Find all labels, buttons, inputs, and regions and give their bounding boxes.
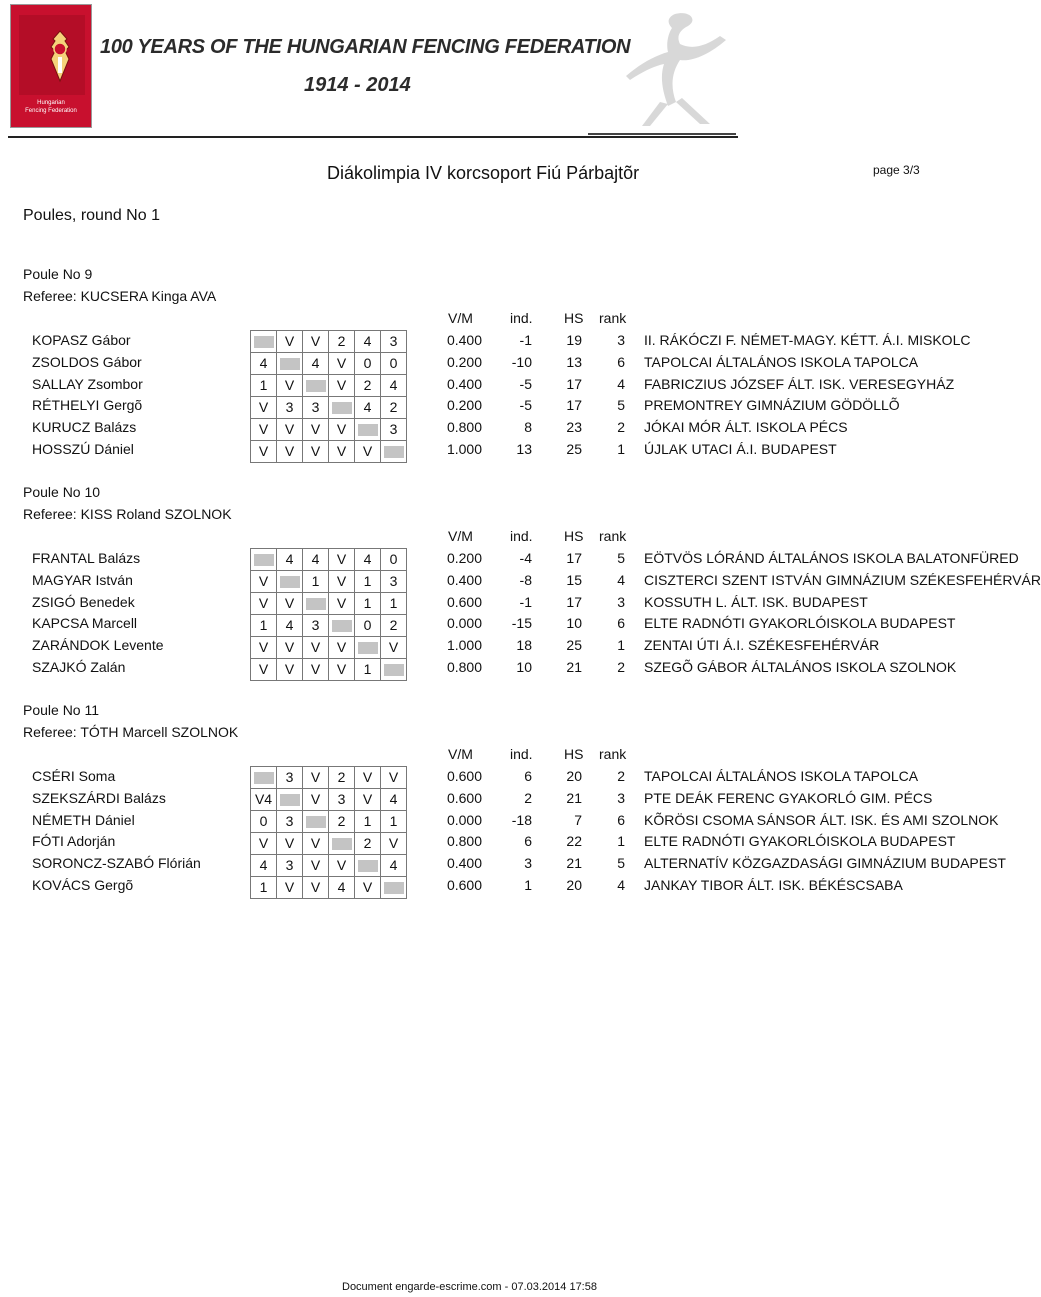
bout-row (251, 877, 407, 899)
bout-score-cell: V (355, 441, 381, 463)
bout-score-cell: V (303, 789, 329, 811)
fencer-name: SZEKSZÁRDI Balázs (32, 789, 166, 806)
fencer-hs: 10 (566, 615, 582, 632)
bout-score-cell: 2 (381, 615, 407, 637)
bout-row (251, 789, 407, 811)
fencer-ind: -5 (519, 375, 532, 392)
bout-row (251, 441, 407, 463)
fencer-name: CSÉRI Soma (32, 768, 116, 784)
fencer-ind: -18 (511, 811, 532, 828)
poule-label: Poule No 10 (23, 484, 101, 500)
fencer-ind: 6 (524, 833, 532, 850)
fencer-vm: 0.800 (446, 659, 482, 675)
column-header-hs: HS (564, 310, 584, 326)
poule-label: Poule No 9 (23, 266, 93, 282)
fencer-rank: 5 (617, 855, 625, 872)
bout-score-cell: 3 (329, 789, 355, 811)
self-bout-marker (332, 620, 352, 632)
bout-score-cell: 1 (303, 571, 329, 593)
fencer-name: KOPASZ Gábor (32, 332, 131, 348)
fencer-vm: 0.800 (446, 833, 482, 850)
bout-score-cell: V4 (251, 789, 277, 811)
bout-score-cell: V (277, 833, 303, 855)
fencer-rank: 3 (617, 593, 625, 610)
bout-score-cell: V (303, 659, 329, 681)
fencer-club: ELTE RADNÓTI GYAKORLÓISKOLA BUDAPEST (644, 833, 956, 850)
bout-score-cell: V (303, 767, 329, 789)
bout-score-cell: V (355, 877, 381, 899)
self-bout-cell (277, 571, 303, 593)
self-bout-marker (384, 446, 404, 458)
bout-score-cell: V (251, 637, 277, 659)
fencer-name: KOVÁCS Gergõ (32, 877, 134, 893)
bout-score-cell: 2 (381, 397, 407, 419)
fencer-ind: 18 (516, 637, 532, 654)
self-bout-cell (251, 767, 277, 789)
bout-score-cell: V (251, 833, 277, 855)
fencer-club: ÚJLAK UTACI Á.I. BUDAPEST (644, 441, 837, 457)
bout-row (251, 375, 407, 397)
self-bout-cell (381, 877, 407, 899)
bout-score-cell: 1 (355, 593, 381, 615)
fencer-ind: 13 (516, 441, 532, 457)
self-bout-cell (355, 855, 381, 877)
bout-score-cell: V (251, 659, 277, 681)
bout-score-cell: 2 (329, 811, 355, 833)
fencer-rank: 1 (617, 637, 625, 654)
bout-score-cell: V (329, 659, 355, 681)
fencer-ind: -1 (519, 332, 532, 348)
fencer-illustration-icon (580, 6, 740, 138)
footer-text: Document engarde-escrime.com - 07.03.2014 17:58 (342, 1281, 597, 1293)
bout-score-cell: 0 (355, 615, 381, 637)
crest-icon (39, 29, 81, 85)
self-bout-marker (332, 838, 352, 850)
fencer-rank: 4 (617, 375, 625, 392)
fencer-rank: 6 (617, 811, 625, 828)
column-header-hs: HS (564, 746, 584, 762)
bout-row (251, 353, 407, 375)
fencer-club: TAPOLCAI ÁLTALÁNOS ISKOLA TAPOLCA (644, 353, 919, 370)
bout-score-cell: 1 (251, 375, 277, 397)
bout-score-cell: 3 (381, 331, 407, 353)
fencer-vm: 0.600 (446, 768, 482, 784)
banner-title: 100 YEARS OF THE HUNGARIAN FENCING FEDERATION (100, 36, 631, 58)
fencer-ind: -1 (519, 593, 532, 610)
fencer-vm: 0.400 (446, 332, 482, 348)
self-bout-cell (381, 441, 407, 463)
bout-row (251, 615, 407, 637)
self-bout-marker (254, 772, 274, 784)
self-bout-marker (280, 576, 300, 588)
bout-score-cell: 4 (251, 353, 277, 375)
bout-score-cell: V (329, 375, 355, 397)
fencer-name: SALLAY Zsombor (32, 375, 143, 392)
self-bout-marker (306, 598, 326, 610)
bout-score-cell: V (381, 833, 407, 855)
bout-score-cell: 2 (355, 375, 381, 397)
fencer-name: KAPCSA Marcell (32, 615, 138, 632)
round-title: Poules, round No 1 (23, 207, 160, 224)
self-bout-cell (355, 637, 381, 659)
self-bout-cell (329, 397, 355, 419)
fencer-name: KURUCZ Balázs (32, 419, 137, 436)
fencer-name: RÉTHELYI Gergõ (32, 397, 143, 414)
fencer-rank: 1 (617, 833, 625, 850)
bout-row (251, 637, 407, 659)
bout-score-cell: 4 (355, 331, 381, 353)
bout-score-cell: V (329, 353, 355, 375)
self-bout-cell (277, 353, 303, 375)
bout-score-cell: 4 (251, 855, 277, 877)
bout-score-cell: 0 (381, 549, 407, 571)
fencer-rank: 6 (617, 615, 625, 632)
bout-score-cell: 4 (277, 615, 303, 637)
bout-score-cell: 4 (277, 549, 303, 571)
bout-score-cell: V (303, 855, 329, 877)
fencer-club: ELTE RADNÓTI GYAKORLÓISKOLA BUDAPEST (644, 615, 956, 632)
bout-score-cell: 1 (355, 571, 381, 593)
fencer-hs: 20 (566, 768, 582, 784)
bout-score-cell: V (303, 331, 329, 353)
bout-row (251, 767, 407, 789)
bout-score-cell: V (329, 571, 355, 593)
self-bout-cell (355, 419, 381, 441)
bout-row (251, 833, 407, 855)
fencer-vm: 1.000 (446, 637, 482, 654)
fencer-hs: 13 (566, 353, 582, 370)
bout-score-cell: 4 (381, 789, 407, 811)
bout-score-cell: 0 (355, 353, 381, 375)
bout-score-cell: 2 (355, 833, 381, 855)
bout-score-cell: V (251, 419, 277, 441)
fencer-club: KÕRÖSI CSOMA SÁNSOR ÁLT. ISK. ÉS AMI SZOLNOK (644, 811, 999, 828)
fencer-hs: 17 (566, 397, 582, 414)
bout-row (251, 549, 407, 571)
fencer-ind: 6 (524, 768, 532, 784)
fencer-rank: 2 (617, 419, 625, 436)
bout-score-cell: 3 (277, 767, 303, 789)
bout-score-cell: 3 (381, 571, 407, 593)
fencer-club: JANKAY TIBOR ÁLT. ISK. BÉKÉSCSABA (644, 877, 903, 893)
bout-score-cell: V (329, 855, 355, 877)
self-bout-marker (358, 424, 378, 436)
fencer-hs: 19 (566, 332, 582, 348)
fencer-ind: 2 (524, 789, 532, 806)
fencer-name: SORONCZ-SZABÓ Flórián (32, 855, 201, 872)
fencer-rank: 5 (617, 397, 625, 414)
fencer-hs: 15 (566, 571, 582, 588)
fencer-vm: 0.400 (446, 375, 482, 392)
column-header-vm: V/M (448, 746, 473, 762)
column-header-ind: ind. (510, 310, 533, 326)
fencer-vm: 0.000 (446, 615, 482, 632)
bout-score-cell: 1 (381, 811, 407, 833)
bout-score-cell: 0 (381, 353, 407, 375)
referee-label: Referee: KISS Roland SZOLNOK (23, 506, 232, 522)
bout-score-cell: V (277, 877, 303, 899)
bout-grid (250, 548, 407, 681)
fencer-ind: -10 (511, 353, 532, 370)
fencer-hs: 7 (574, 811, 582, 828)
fencer-club: ZENTAI ÚTI Á.I. SZÉKESFEHÉRVÁR (644, 637, 880, 654)
fencer-hs: 20 (566, 877, 582, 893)
fencer-vm: 0.200 (446, 397, 482, 414)
bout-score-cell: 0 (251, 811, 277, 833)
fencer-club: SZEGÕ GÁBOR ÁLTALÁNOS ISKOLA SZOLNOK (644, 659, 957, 675)
bout-row (251, 419, 407, 441)
bout-score-cell: 4 (355, 549, 381, 571)
bout-score-cell: 3 (381, 419, 407, 441)
bout-score-cell: 4 (381, 375, 407, 397)
bout-score-cell: 3 (303, 397, 329, 419)
fencer-name: FÓTI Adorján (32, 833, 116, 850)
fencer-vm: 0.200 (446, 353, 482, 370)
fencer-rank: 2 (617, 768, 625, 784)
bout-score-cell: 1 (381, 593, 407, 615)
bout-score-cell: V (277, 441, 303, 463)
fencer-club: EÖTVÖS LÓRÁND ÁLTALÁNOS ISKOLA BALATONFÜRED (644, 550, 1019, 566)
fencer-club: TAPOLCAI ÁLTALÁNOS ISKOLA TAPOLCA (644, 768, 919, 784)
bout-score-cell: 2 (329, 331, 355, 353)
bout-grid (250, 330, 407, 463)
fencer-ind: 8 (524, 419, 532, 436)
self-bout-marker (384, 664, 404, 676)
bout-score-cell: V (303, 441, 329, 463)
document-title: Diákolimpia IV korcsoport Fiú Párbajtõr (327, 163, 640, 183)
bout-score-cell: V (329, 441, 355, 463)
bout-score-cell: V (277, 419, 303, 441)
self-bout-marker (306, 816, 326, 828)
bout-score-cell: V (329, 419, 355, 441)
self-bout-marker (358, 860, 378, 872)
column-header-rank: rank (599, 528, 627, 544)
column-header-hs: HS (564, 528, 584, 544)
self-bout-cell (303, 375, 329, 397)
column-header-vm: V/M (448, 528, 473, 544)
fencer-rank: 4 (617, 571, 625, 588)
fencer-name: SZAJKÓ Zalán (32, 659, 126, 675)
fencer-vm: 0.200 (446, 550, 482, 566)
bout-score-cell: V (277, 593, 303, 615)
bout-score-cell: V (355, 789, 381, 811)
fencer-rank: 3 (617, 789, 625, 806)
bout-score-cell: 3 (277, 855, 303, 877)
bout-score-cell: V (381, 767, 407, 789)
bout-score-cell: V (251, 571, 277, 593)
fencer-rank: 4 (617, 877, 625, 893)
column-header-rank: rank (599, 746, 627, 762)
bout-score-cell: V (303, 877, 329, 899)
logo-text-line-2: Fencing Federation (25, 108, 77, 114)
bout-score-cell: 1 (355, 659, 381, 681)
fencer-vm: 0.600 (446, 877, 482, 893)
fencer-name: ZSOLDOS Gábor (32, 353, 142, 370)
column-header-rank: rank (599, 310, 627, 326)
fencer-rank: 6 (617, 353, 625, 370)
bout-score-cell: V (277, 331, 303, 353)
fencer-name: HOSSZÚ Dániel (32, 441, 134, 457)
self-bout-cell (251, 331, 277, 353)
self-bout-marker (254, 336, 274, 348)
federation-logo (10, 4, 92, 128)
bout-score-cell: V (303, 419, 329, 441)
fencer-club: CISZTERCI SZENT ISTVÁN GIMNÁZIUM SZÉKESFEHÉRVÁR (644, 571, 1041, 588)
fencer-vm: 0.400 (446, 855, 482, 872)
self-bout-cell (303, 593, 329, 615)
fencer-hs: 23 (566, 419, 582, 436)
fencer-club: II. RÁKÓCZI F. NÉMET-MAGY. KÉTT. Á.I. MISKOLC (644, 332, 971, 348)
bout-score-cell: V (329, 593, 355, 615)
fencer-name: MAGYAR István (32, 571, 133, 588)
bout-score-cell: 2 (329, 767, 355, 789)
fencer-ind: 3 (524, 855, 532, 872)
fencer-hs: 17 (566, 550, 582, 566)
self-bout-cell (251, 549, 277, 571)
bout-score-cell: 1 (251, 615, 277, 637)
referee-label: Referee: TÓTH Marcell SZOLNOK (23, 724, 239, 740)
self-bout-marker (254, 554, 274, 566)
column-header-vm: V/M (448, 310, 473, 326)
fencer-rank: 1 (617, 441, 625, 457)
fencer-name: ZSIGÓ Benedek (32, 593, 135, 610)
bout-grid (250, 766, 407, 899)
bout-score-cell: 1 (251, 877, 277, 899)
self-bout-marker (384, 882, 404, 894)
bout-score-cell: V (355, 767, 381, 789)
fencer-ind: -15 (511, 615, 532, 632)
self-bout-cell (381, 659, 407, 681)
self-bout-marker (280, 794, 300, 806)
fencer-hs: 25 (566, 441, 582, 457)
bout-score-cell: V (303, 833, 329, 855)
fencer-club: JÓKAI MÓR ÁLT. ISKOLA PÉCS (644, 419, 848, 436)
fencer-hs: 25 (566, 637, 582, 654)
bout-score-cell: 4 (303, 353, 329, 375)
fencer-rank: 5 (617, 550, 625, 566)
self-bout-marker (358, 642, 378, 654)
bout-score-cell: 3 (277, 811, 303, 833)
fencer-vm: 0.000 (446, 811, 482, 828)
fencer-ind: -4 (519, 550, 532, 566)
bout-row (251, 659, 407, 681)
banner-years: 1914 - 2014 (304, 74, 411, 96)
bout-score-cell: V (277, 659, 303, 681)
header-divider (8, 136, 738, 138)
self-bout-marker (306, 380, 326, 392)
fencer-club: ALTERNATÍV KÖZGAZDASÁGI GIMNÁZIUM BUDAPEST (644, 855, 1006, 872)
bout-score-cell: V (329, 549, 355, 571)
poule-label: Poule No 11 (23, 702, 100, 718)
fencer-vm: 0.400 (446, 571, 482, 588)
referee-label: Referee: KUCSERA Kinga AVA (23, 288, 217, 304)
bout-score-cell: V (277, 375, 303, 397)
page-number: page 3/3 (873, 163, 920, 177)
bout-score-cell: 4 (381, 855, 407, 877)
fencer-ind: -8 (519, 571, 532, 588)
bout-row (251, 593, 407, 615)
bout-score-cell: 4 (355, 397, 381, 419)
fencer-ind: 1 (524, 877, 532, 893)
bout-score-cell: 3 (277, 397, 303, 419)
bout-score-cell: 3 (303, 615, 329, 637)
bout-score-cell: V (251, 593, 277, 615)
self-bout-cell (329, 833, 355, 855)
fencer-name: NÉMETH Dániel (32, 811, 135, 828)
fencer-hs: 21 (566, 659, 582, 675)
fencer-name: FRANTAL Balázs (32, 550, 141, 566)
column-header-ind: ind. (510, 528, 533, 544)
bout-score-cell: 4 (303, 549, 329, 571)
fencer-rank: 3 (617, 332, 625, 348)
bout-row (251, 855, 407, 877)
logo-text-line-1: Hungarian (37, 100, 65, 106)
fencer-hs: 17 (566, 593, 582, 610)
bout-score-cell: V (303, 637, 329, 659)
self-bout-marker (280, 358, 300, 370)
bout-score-cell: V (277, 637, 303, 659)
fencer-hs: 17 (566, 375, 582, 392)
self-bout-cell (329, 615, 355, 637)
column-header-ind: ind. (510, 746, 533, 762)
self-bout-marker (332, 402, 352, 414)
bout-row (251, 811, 407, 833)
bout-score-cell: V (381, 637, 407, 659)
fencer-club: PTE DEÁK FERENC GYAKORLÓ GIM. PÉCS (644, 789, 933, 806)
fencer-hs: 22 (566, 833, 582, 850)
fencer-hs: 21 (566, 855, 582, 872)
fencer-vm: 0.600 (446, 593, 482, 610)
self-bout-cell (303, 811, 329, 833)
self-bout-cell (277, 789, 303, 811)
fencer-vm: 0.800 (446, 419, 482, 436)
fencer-ind: -5 (519, 397, 532, 414)
fencer-rank: 2 (617, 659, 625, 675)
fencer-club: PREMONTREY GIMNÁZIUM GÖDÖLLÕ (644, 397, 900, 414)
bout-score-cell: V (329, 637, 355, 659)
fencer-hs: 21 (566, 789, 582, 806)
bout-score-cell: 4 (329, 877, 355, 899)
bout-score-cell: V (251, 397, 277, 419)
fencer-ind: 10 (516, 659, 532, 675)
bout-row (251, 571, 407, 593)
fencer-name: ZARÁNDOK Levente (32, 637, 164, 654)
bout-row (251, 331, 407, 353)
bout-score-cell: 1 (355, 811, 381, 833)
bout-score-cell: V (251, 441, 277, 463)
fencer-club: FABRICZIUS JÓZSEF ÁLT. ISK. VERESEGYHÁZ (644, 375, 955, 392)
fencer-club: KOSSUTH L. ÁLT. ISK. BUDAPEST (644, 593, 868, 610)
fencer-vm: 1.000 (446, 441, 482, 457)
bout-row (251, 397, 407, 419)
fencer-vm: 0.600 (446, 789, 482, 806)
